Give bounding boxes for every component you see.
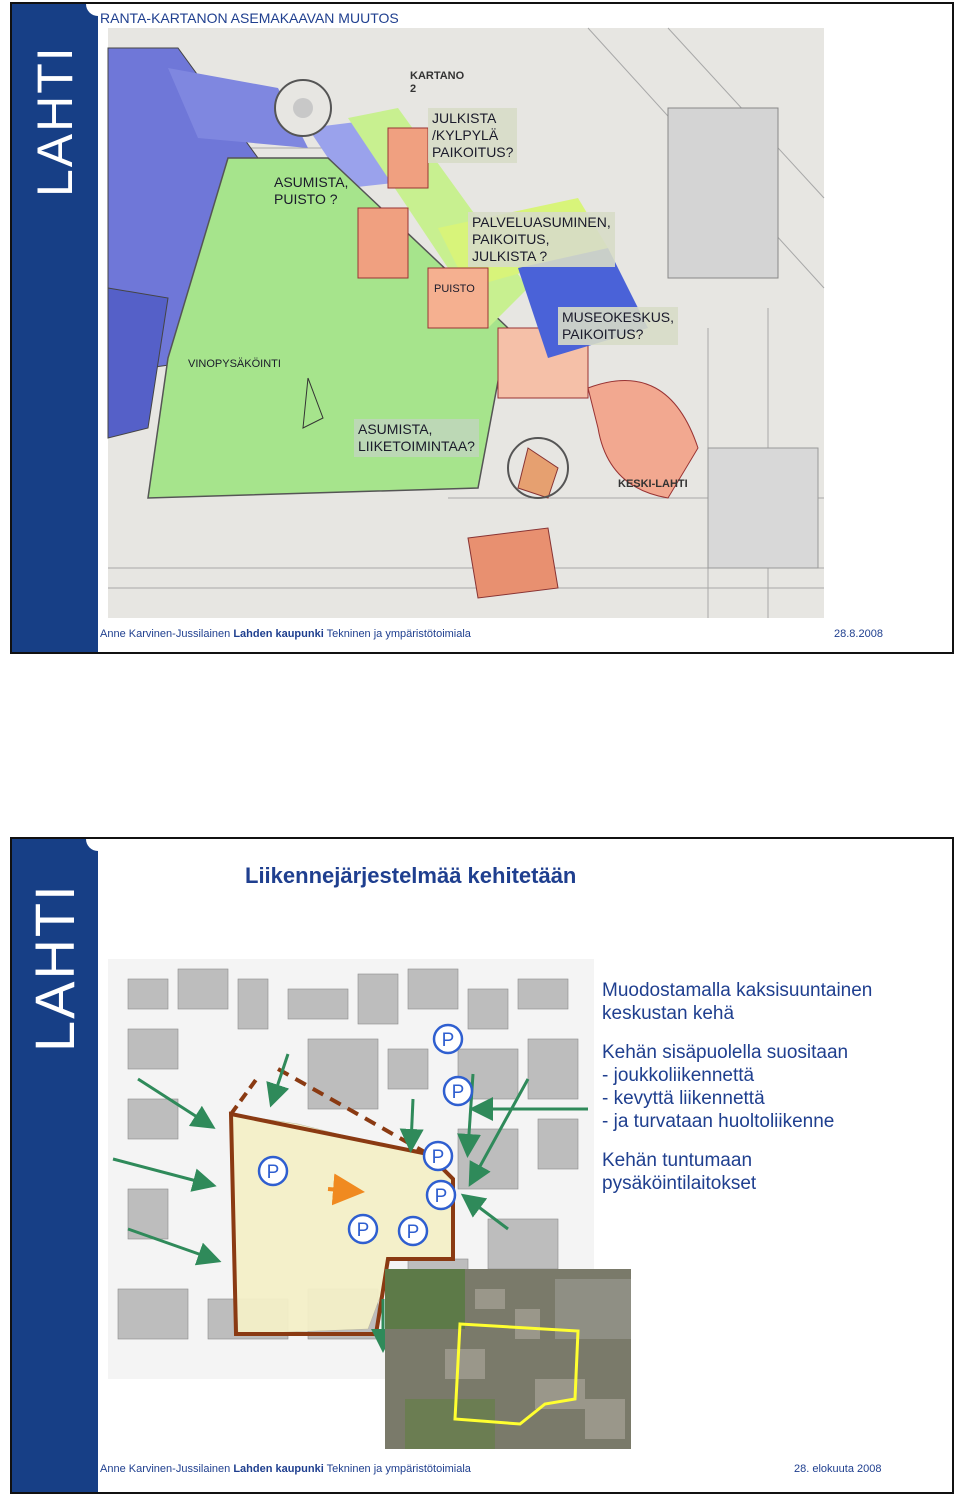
- footer: Anne Karvinen-Jussilainen Lahden kaupunki Tekninen ja ympäristötoimiala: [100, 1463, 471, 1475]
- footer-date: 28. elokuuta 2008: [794, 1463, 882, 1475]
- label-puisto: PUISTO: [434, 283, 475, 295]
- label-keski-lahti: KESKI-LAHTI: [618, 478, 688, 490]
- lahti-logo: [23, 857, 86, 1057]
- footer-date: 28.8.2008: [834, 628, 883, 640]
- label-kartano: KARTANO 2: [410, 70, 465, 95]
- text-block-ring: Muodostamalla kaksisuuntainen keskustan kehä: [602, 980, 873, 1024]
- parking-label: P: [406, 1222, 420, 1243]
- text-block-inside: Kehän sisäpuolella suositaan - joukkoliikennettä - kevyttä liikennettä - ja turvataan huoltoliikenne: [602, 1042, 849, 1132]
- parking-label: P: [431, 1147, 445, 1168]
- lahti-logo: [27, 22, 83, 202]
- parking-label: P: [441, 1030, 455, 1051]
- parking-label: P: [451, 1082, 465, 1103]
- slide-title: RANTA-KARTANON ASEMAKAAVAN MUUTOS: [100, 10, 399, 26]
- label-julkista: JULKISTA /KYLPYLÄ PAIKOITUS?: [428, 108, 517, 163]
- parking-label: P: [434, 1186, 448, 1207]
- text-block-parking: Kehän tuntumaan pysäköintilaitokset: [602, 1150, 757, 1194]
- parking-label: P: [266, 1162, 280, 1183]
- sidebar: [12, 839, 98, 1492]
- label-museokeskus: MUSEOKESKUS, PAIKOITUS?: [558, 307, 678, 345]
- slide-2: [10, 837, 954, 1494]
- aerial-photo: [385, 1269, 631, 1449]
- parking-label: P: [356, 1220, 370, 1241]
- sidebar: [12, 4, 98, 652]
- footer: Anne Karvinen-Jussilainen Lahden kaupunki Tekninen ja ympäristötoimiala: [100, 628, 471, 640]
- label-vinopysakointi: VINOPYSÄKÖINTI: [188, 358, 281, 370]
- label-asumista-puisto: ASUMISTA, PUISTO ?: [274, 174, 349, 207]
- logo-text: LAHTI: [27, 45, 83, 197]
- text-content: [602, 979, 872, 1211]
- label-palveluasuminen: PALVELUASUMINEN, PAIKOITUS, JULKISTA ?: [468, 212, 615, 267]
- logo-text: LAHTI: [23, 883, 86, 1052]
- slide-title: Liikennejärjestelmää kehitetään: [245, 863, 577, 888]
- label-asumista-liiketoimintaa: ASUMISTA, LIIKETOIMINTAA?: [354, 419, 479, 457]
- slide-1: [10, 2, 954, 654]
